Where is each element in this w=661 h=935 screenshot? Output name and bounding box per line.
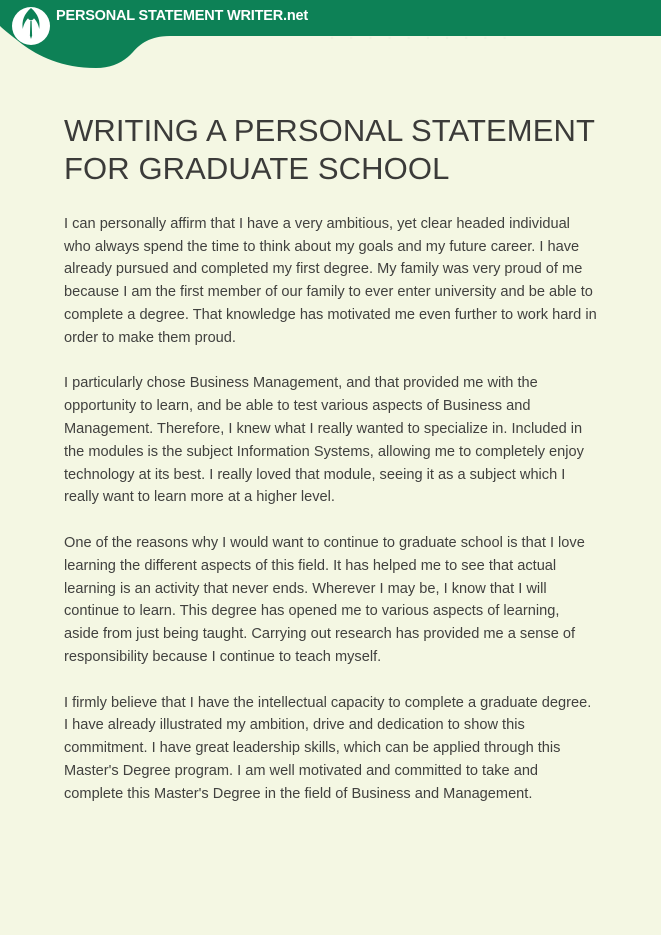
body-paragraph: I can personally affirm that I have a very ambitious, yet clear headed individual who always spend the time to think about my goals and my future career. I have already pursued and completed my first degree. My family was very proud of me because I am the first member of our family to ever enter university and be able to complete a degree. That knowledge has motivated me even further to work hard in order to make them proud.: [64, 215, 597, 346]
document-content: [64, 112, 598, 805]
page-title: WRITING A PERSONAL STATEMENT FOR GRADUATE SCHOOL: [64, 113, 595, 187]
header-watermark: · · · · · · · · · ·: [330, 30, 513, 47]
body-paragraph: I firmly believe that I have the intellectual capacity to complete a graduate degree. I have already illustrated my ambition, drive and dedication to show this commitment. I have great leadership skills, which can be applied through this Master's Degree program. I am well motivated and committed to take and complete this Master's Degree in the field of Business and Management.: [64, 694, 592, 802]
brand-title: PERSONAL STATEMENT WRITER.net: [56, 8, 308, 24]
site-header: [0, 0, 661, 70]
body-paragraph: I particularly chose Business Management, and that provided me with the opportunity to learn, and be able to test various aspects of Business and Management. Therefore, I knew what I really wanted to specialize in. Included in the modules is the subject Information Systems, allowing me to completely enjoy technology at its best. I really loved that module, seeing it as a subject which I really want to learn more at a higher level.: [64, 375, 584, 506]
body-paragraph: One of the reasons why I would want to continue to graduate school is that I love learning the different aspects of this field. It has helped me to see that actual learning is an activity that never ends. Wherever I may be, I know that I will continue to learn. This degree has opened me to various aspects of learning, aside from just being taught. Carrying out research has provided me a sense of responsibility because I continue to teach myself.: [64, 535, 585, 665]
